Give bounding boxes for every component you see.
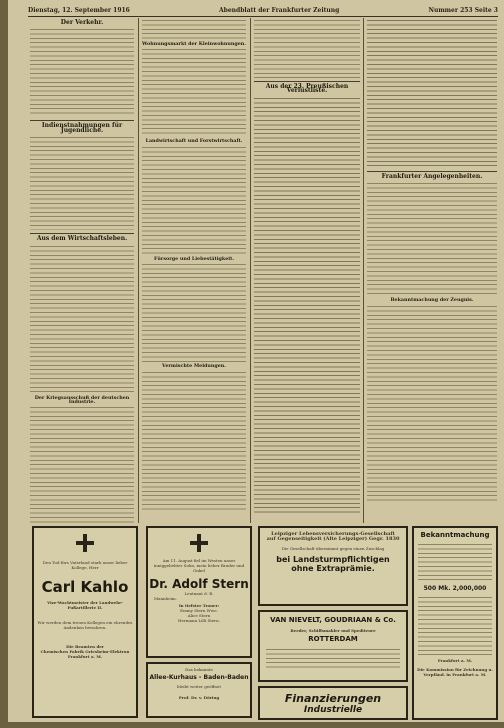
column-2-body-4 [142,370,246,510]
divider [30,233,134,234]
bekannt-title: Bekanntmachung [420,531,490,539]
column-1 [30,18,134,523]
column-3-heading-1: Aus der 23. Preußischen Verlustliste. [265,83,349,95]
obituary-rank: Leutnant d. R. [184,591,214,596]
nievelt-city: ROTTERDAM [308,635,358,643]
obituary-sign-1: Die Beamten der [66,644,104,649]
leipziger-line-2: auf Gegenseitigkeit (Alte Leipziger) Gegr. 1830 [266,536,400,542]
kurhaus-line-1: Das bekannte [185,667,213,672]
column-2-body-0 [142,18,246,40]
column-4-heading-2: Bekanntmachung der Zeugnis. [390,297,474,304]
column-rule [250,18,251,523]
obituary-family-3: Hermann Lilli Stern. [178,618,220,623]
page-edge-left [0,0,8,728]
column-3 [254,18,360,523]
obituary-grief: In tiefster Trauer: [178,603,220,608]
column-4-body-2 [367,304,497,504]
obituary-name: Carl Kahlo [41,578,129,596]
finanz-line-2: Industrielle [303,705,363,715]
column-4 [367,18,497,523]
page-header [28,4,498,17]
nievelt-sub: Reeder, Schiffsmakler und Spediteure [290,628,376,633]
ad-bekanntmachung [412,526,498,720]
column-2-body-1 [142,47,246,137]
obituary-place: Mannheim. [154,596,177,601]
bekannt-amount: 500 Mk. 2,000,000 [423,585,487,592]
ad-van-nievelt [258,610,408,682]
column-4-body-1 [367,181,497,296]
column-3-body-0 [254,18,360,78]
nievelt-name: VAN NIEVELT, GOUDRIAAN & Co. [270,616,396,624]
column-1-body-1 [30,27,134,117]
leipziger-line-5: ohne Extraprämie. [291,564,375,573]
column-rule [138,18,139,523]
column-1-body-4 [30,405,134,523]
header-number: Nummer 253 Seite 3 [428,6,498,14]
obituary-stern [146,526,252,658]
column-1-body-2 [30,135,134,230]
leipziger-line-3: Die Gesellschaft übernimmt gegen einen Zuschlag [281,546,385,551]
ad-leipziger [258,526,408,606]
column-2-body-2 [142,145,246,255]
column-2-body-3 [142,262,246,362]
divider [367,171,497,172]
kurhaus-line-4: Prof. Dr. v. Döring [178,695,220,700]
divider [30,120,134,121]
bekannt-body-1 [418,542,492,582]
divider [254,81,360,82]
column-1-body-3 [30,244,134,394]
column-2-heading-2: Landwirtschaft und Forstwirtschaft. [145,138,243,145]
bekannt-city: Frankfurt a. M. [437,658,473,663]
obituary-family-1: Emmy Stern Wwe. [180,608,218,613]
column-4-body-0 [367,18,497,168]
column-1-heading-2: Indienstnahmungen für Jugendliche. [41,122,123,134]
bekannt-foot: Die Kommission für Zeichnung u. Verpfänd. in Frankfurt a. M. [417,667,493,677]
kurhaus-line-2: Allee-Kurhaus - Baden-Baden [149,674,249,681]
ad-kurhaus [146,662,252,718]
ad-finanzierungen [258,686,408,720]
column-1-heading-3: Aus dem Wirtschaftsleben. [36,235,128,243]
column-2 [142,18,246,523]
obituary-intro: Den Tod fürs Vaterland starb unser lieber Kollege, Herr [42,560,128,570]
iron-cross-icon [190,534,208,552]
column-1-heading-1: Der Verkehr. [60,19,104,26]
finanz-line-1: Finanzierungen [284,692,382,705]
header-title: Abendblatt der Frankfurter Zeitung [219,6,340,14]
obituary-body: Wir werden dem treuen Kollegen ein ehrendes Andenken bewahren. [37,620,133,630]
page-edge-bottom [0,722,504,728]
bekannt-body-2 [418,595,492,655]
obituary-kahlo [32,526,138,718]
obituary-family-2: Alice Stern [187,613,211,618]
kurhaus-line-3: bleibt weiter geöffnet [177,684,221,689]
column-2-heading-3: Fürsorge und Liebestätigkeit. [154,255,234,262]
column-4-heading-1: Frankfurter Angelegenheiten. [381,173,483,180]
leipziger-line-4: bei Landsturmpflichtigen [276,555,390,564]
header-date: Dienstag, 12. September 1916 [28,6,130,14]
obituary-intro: Am 11. August fiel im Westen unser inniggeliebter Sohn, mein lieber Bruder und Onkel [153,558,245,573]
column-rule [363,18,364,523]
obituary-sign-3: Frankfurt a. M. [67,654,103,659]
column-2-heading-4: Vermischte Meldungen. [162,363,226,370]
column-3-body-1 [254,96,360,516]
obituary-name: Dr. Adolf Stern [149,577,249,591]
leipziger-line-1: Leipziger Lebensversicherungs-Gesellschaft [271,531,395,537]
iron-cross-icon [76,534,94,552]
nievelt-body [266,647,400,669]
obituary-rank: Vize-Wachtmeister der Landwehr-Fußartillerie II. [47,600,123,610]
column-1-heading-4: Der Kriegsausschuß der deutschen Industrie. [34,394,130,406]
obituary-sign-2: Chemischen Fabrik Griesheim-Elektron [40,649,130,654]
column-2-heading-1: Wohnungsmarkt der Kleinwohnungen. [142,41,246,47]
